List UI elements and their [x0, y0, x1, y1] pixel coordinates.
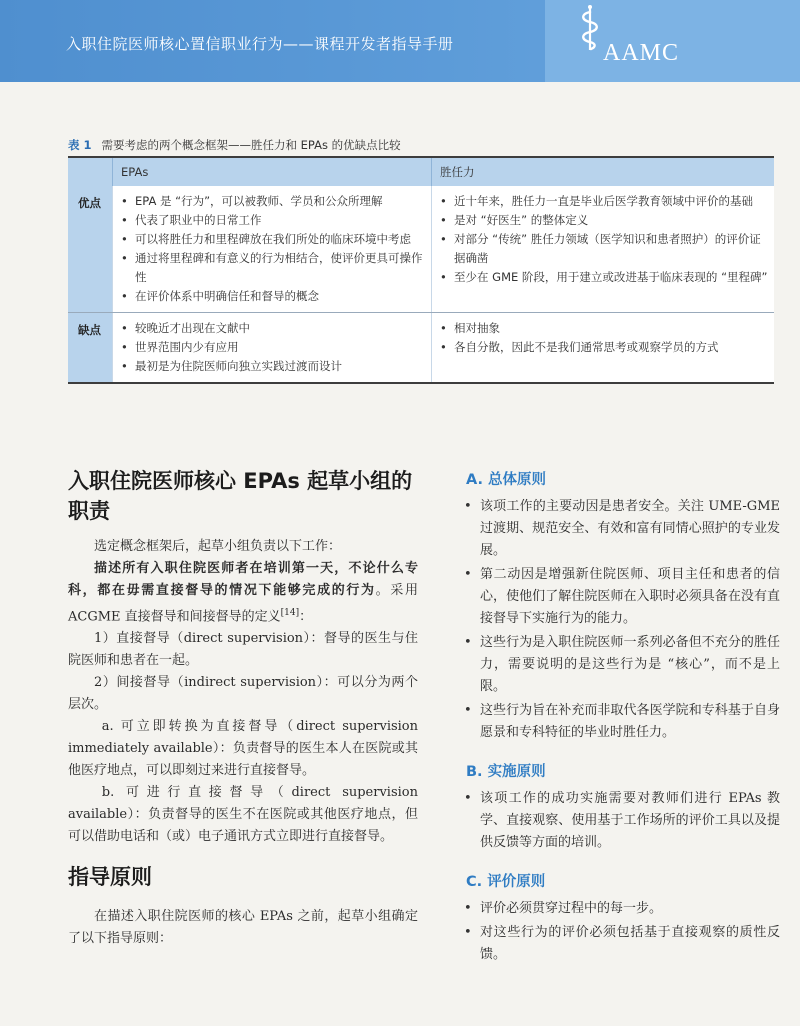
- table-header-corner: [68, 157, 113, 186]
- paragraph-definition: [68, 558, 418, 628]
- list-item: • 对部分 “传统” 胜任力领域（医学知识和患者照护）的评价证据确凿: [440, 230, 768, 268]
- table-number: 表 1: [68, 138, 92, 152]
- paragraph: b. 可进行直接督导（direct supervision available）：负责督导的医生不在医院或其他医疗地点，但可以借助电话和（或）电子通讯方式立即进行直接督导。: [68, 785, 418, 845]
- text-run-bold: 都在毋需直接督导的情况下能够完成的行为: [97, 583, 376, 598]
- paragraph: 选定概念框架后，起草小组负责以下工作：: [94, 539, 342, 554]
- logo-text: AAMC: [603, 40, 680, 66]
- text-run: ：: [299, 609, 313, 625]
- list-item: • 相对抽象: [440, 319, 768, 338]
- list-item: • 第二动因是增强新住院医师、项目主任和患者的信心，使他们了解住院医师在入职时必须具备在没有直接督导下实施行为的能力。: [462, 564, 780, 630]
- table-header-competency: 胜任力: [432, 157, 775, 186]
- list-item: • 是对 “好医生” 的整体定义: [440, 211, 768, 230]
- table-row-advantages: [68, 186, 774, 313]
- heading-assessment-principles: C. 评价原则: [466, 874, 546, 890]
- paragraph: 2）间接督导（indirect supervision）：可以分为两个层次。: [68, 675, 418, 713]
- list-item: • 至少在 GME 阶段，用于建立或改进基于临床表现的 “里程碑”: [440, 268, 768, 287]
- list-item: • 这些行为是入职住院医师一系列必备但不充分的胜任力，需要说明的是这些行为是 “核心”，而不是上限。: [462, 632, 780, 698]
- list-item: • 对这些行为的评价必须包括基于直接观察的质性反馈。: [462, 922, 780, 966]
- paragraph: a. 可立即转换为直接督导（direct supervision immediately available）：负责督导的医生本人在医院或其他医疗地点，可以即刻过来进行直接督导。: [68, 719, 418, 779]
- list-item: • 通过将里程碑和有意义的行为相结合，使评价更具可操作性: [121, 249, 425, 287]
- list-item: • 较晚近才出现在文献中: [121, 319, 425, 338]
- table-caption: [68, 137, 401, 153]
- list-item: • 各自分散，因此不是我们通常思考或观察学员的方式: [440, 338, 768, 357]
- competency-disadvantages: [432, 313, 775, 384]
- right-column: [462, 468, 780, 968]
- list-item: • 在评价体系中明确信任和督导的概念: [121, 287, 425, 306]
- comparison-table: [68, 156, 774, 384]
- header-title: 入职住院医师核心置信职业行为——课程开发者指导手册: [66, 35, 454, 53]
- epas-advantages: [113, 186, 432, 313]
- text-run: 。采用 ACGME 直接督导和间接督导的定义: [68, 583, 418, 625]
- list-item: • 近十年来，胜任力一直是毕业后医学教育领域中评价的基础: [440, 192, 768, 211]
- list-item: • EPA 是 “行为”，可以被教师、学员和公众所理解: [121, 192, 425, 211]
- list-item: • 该项工作的主要动因是患者安全。关注 UME-GME 过渡期、规范安全、有效和富有同情心照护的专业发展。: [462, 496, 780, 562]
- table-header-row: [68, 157, 774, 186]
- text-run: 描述所有入职住院医师者在培训第一天，不论什么专科，: [68, 561, 418, 598]
- left-column: [68, 466, 418, 950]
- list-item: • 评价必须贯穿过程中的每一步。: [462, 898, 780, 920]
- heading-implementation-principles: B. 实施原则: [466, 764, 546, 780]
- section-title-responsibilities: 入职住院医师核心 EPAs 起草小组的职责: [68, 469, 413, 523]
- list-item: • 该项工作的成功实施需要对教师们进行 EPAs 教学、直接观察、使用基于工作场所的评价工具以及提供反馈等方面的培训。: [462, 788, 780, 854]
- heading-general-principles: A. 总体原则: [466, 472, 547, 488]
- assessment-principles-list: [462, 898, 780, 966]
- row-label: 缺点: [68, 313, 113, 384]
- row-label: 优点: [68, 186, 113, 313]
- epas-disadvantages: [113, 313, 432, 384]
- list-item: • 代表了职业中的日常工作: [121, 211, 425, 230]
- caduceus-icon: [578, 4, 602, 52]
- general-principles-list: [462, 496, 780, 744]
- implementation-principles-list: [462, 788, 780, 854]
- table-row-disadvantages: [68, 313, 774, 384]
- section-title-guiding-principles: 指导原则: [68, 865, 152, 890]
- list-item: • 最初是为住院医师向独立实践过渡而设计: [121, 357, 425, 376]
- table-header-epas: EPAs: [113, 157, 432, 186]
- citation-ref: [14]: [280, 608, 300, 618]
- competency-advantages: [432, 186, 775, 313]
- list-item: • 可以将胜任力和里程碑放在我们所处的临床环境中考虑: [121, 230, 425, 249]
- table-caption-text: 需要考虑的两个概念框架——胜任力和 EPAs 的优缺点比较: [101, 138, 401, 152]
- paragraph: 1）直接督导（direct supervision）：督导的医生与住院医师和患者在一起。: [68, 631, 418, 669]
- list-item: • 这些行为旨在补充而非取代各医学院和专科基于自身愿景和专科特征的毕业时胜任力。: [462, 700, 780, 744]
- list-item: • 世界范围内少有应用: [121, 338, 425, 357]
- header-banner: [0, 0, 800, 82]
- paragraph: 在描述入职住院医师的核心 EPAs 之前，起草小组确定了以下指导原则：: [68, 909, 418, 947]
